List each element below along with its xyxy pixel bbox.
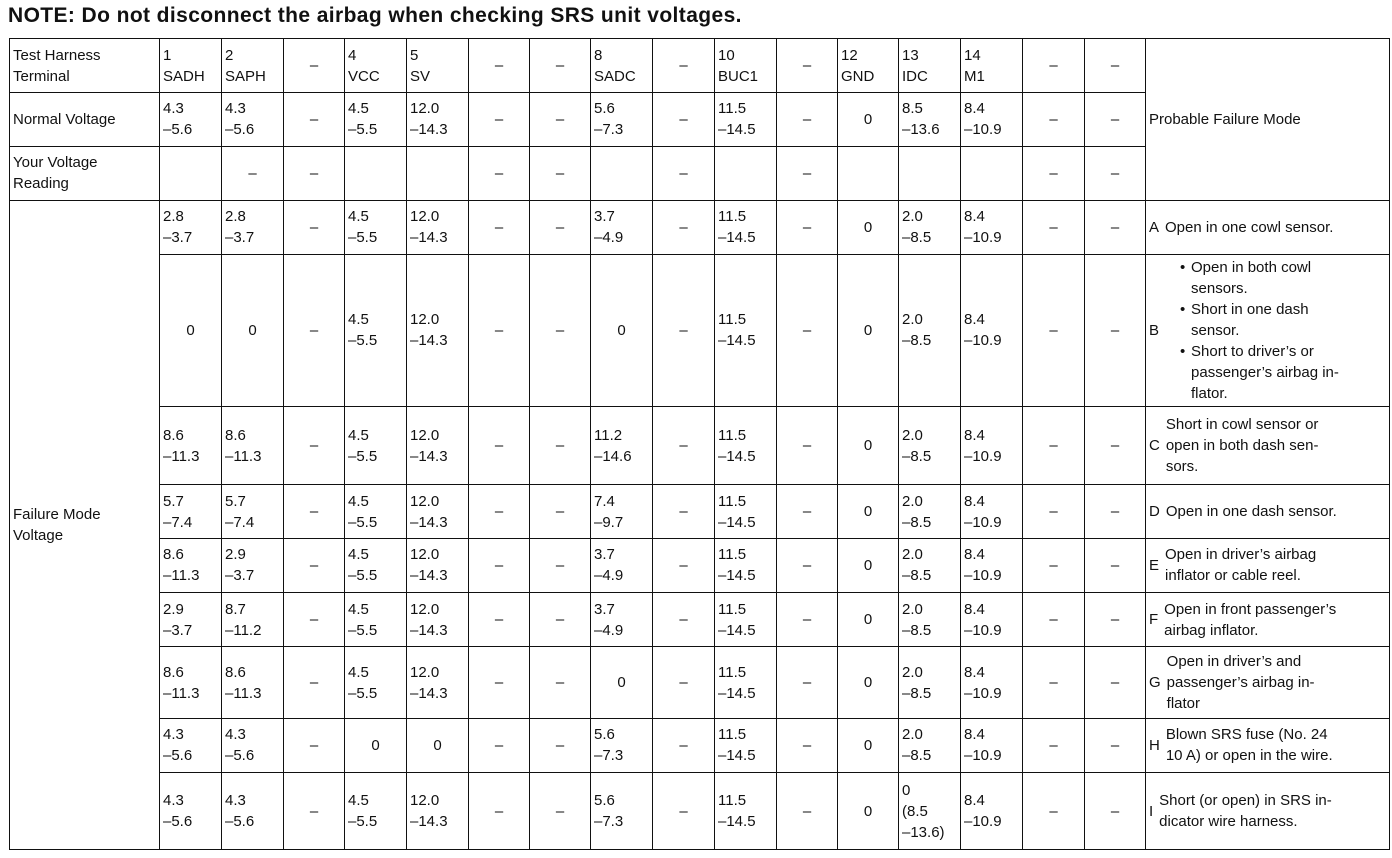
failure-f-cell-8: 3.7 –4.9: [591, 592, 653, 646]
failure-mode-letter: I: [1149, 802, 1154, 820]
your-voltage-cell-4: [345, 146, 407, 200]
failure-c-cell-9: –: [653, 406, 715, 485]
failure-f-cell-13: 2.0 –8.5: [899, 592, 961, 646]
failure-i-cell-6: –: [469, 773, 530, 850]
failure-h-cell-5: 0: [407, 718, 469, 772]
failure-a-cell-16: –: [1085, 200, 1146, 254]
failure-g-cell-4: 4.5 –5.5: [345, 647, 407, 719]
failure-c-cell-15: –: [1023, 406, 1085, 485]
terminal-cell-15: –: [1023, 39, 1085, 93]
failure-c-cell-3: –: [284, 406, 345, 485]
failure-e-cell-9: –: [653, 538, 715, 592]
failure-e-cell-11: –: [777, 538, 838, 592]
terminal-cell-4: 4 VCC: [345, 39, 407, 93]
failure-e-cell-16: –: [1085, 538, 1146, 592]
failure-g-cell-7: –: [530, 647, 591, 719]
failure-f-cell-2: 8.7 –11.2: [222, 592, 284, 646]
failure-e-cell-15: –: [1023, 538, 1085, 592]
failure-mode-c: [1146, 406, 1390, 485]
normal-voltage-cell-14: 8.4 –10.9: [961, 93, 1023, 146]
failure-c-cell-12: 0: [838, 406, 899, 485]
failure-mode-letter: F: [1149, 611, 1159, 629]
failure-d-cell-7: –: [530, 485, 591, 538]
failure-mode-h: [1146, 718, 1390, 772]
failure-c-cell-13: 2.0 –8.5: [899, 406, 961, 485]
failure-row-i: [10, 773, 1390, 850]
failure-f-cell-10: 11.5 –14.5: [715, 592, 777, 646]
failure-a-cell-1: 2.8 –3.7: [160, 200, 222, 254]
terminal-cell-2: 2 SAPH: [222, 39, 284, 93]
failure-a-cell-12: 0: [838, 200, 899, 254]
failure-a-cell-14: 8.4 –10.9: [961, 200, 1023, 254]
failure-c-cell-14: 8.4 –10.9: [961, 406, 1023, 485]
failure-row-b: [10, 255, 1390, 407]
your-voltage-cell-11: –: [777, 146, 838, 200]
failure-f-cell-6: –: [469, 592, 530, 646]
failure-g-cell-2: 8.6 –11.3: [222, 647, 284, 719]
failure-g-cell-10: 11.5 –14.5: [715, 647, 777, 719]
failure-g-cell-6: –: [469, 647, 530, 719]
failure-row-c: [10, 406, 1390, 485]
failure-d-cell-13: 2.0 –8.5: [899, 485, 961, 538]
normal-voltage-cell-2: 4.3 –5.6: [222, 93, 284, 146]
failure-mode-text: Short in cowl sensor or open in both dash sen- sors.: [1165, 416, 1319, 475]
failure-mode-e: [1146, 538, 1390, 592]
failure-i-cell-8: 5.6 –7.3: [591, 773, 653, 850]
failure-i-cell-2: 4.3 –5.6: [222, 773, 284, 850]
failure-h-cell-15: –: [1023, 718, 1085, 772]
failure-c-cell-8: 11.2 –14.6: [591, 406, 653, 485]
failure-e-cell-1: 8.6 –11.3: [160, 538, 222, 592]
failure-i-cell-9: –: [653, 773, 715, 850]
failure-c-cell-11: –: [777, 406, 838, 485]
terminal-cell-13: 13 IDC: [899, 39, 961, 93]
terminal-cell-14: 14 M1: [961, 39, 1023, 93]
failure-d-cell-6: –: [469, 485, 530, 538]
failure-e-cell-13: 2.0 –8.5: [899, 538, 961, 592]
your-voltage-reading-label: Your Voltage Reading: [10, 146, 160, 200]
failure-d-cell-10: 11.5 –14.5: [715, 485, 777, 538]
failure-row-g: [10, 647, 1390, 719]
failure-mode-letter: B: [1149, 321, 1160, 339]
failure-d-cell-11: –: [777, 485, 838, 538]
normal-voltage-cell-12: 0: [838, 93, 899, 146]
failure-i-cell-10: 11.5 –14.5: [715, 773, 777, 850]
failure-mode-g: [1146, 647, 1390, 719]
your-voltage-cell-1: [160, 146, 222, 200]
normal-voltage-cell-8: 5.6 –7.3: [591, 93, 653, 146]
failure-mode-letter: C: [1149, 437, 1160, 454]
failure-a-cell-6: –: [469, 200, 530, 254]
failure-mode-text: Open in driver’s airbag inflator or cable reel.: [1165, 546, 1317, 585]
failure-e-cell-3: –: [284, 538, 345, 592]
failure-mode-voltage-label: Failure Mode Voltage: [10, 200, 160, 849]
failure-e-cell-10: 11.5 –14.5: [715, 538, 777, 592]
failure-f-cell-3: –: [284, 592, 345, 646]
failure-mode-text: Blown SRS fuse (No. 24 10 A) or open in the wire.: [1165, 726, 1333, 765]
failure-g-cell-8: 0: [591, 647, 653, 719]
failure-d-cell-3: –: [284, 485, 345, 538]
normal-voltage-cell-4: 4.5 –5.5: [345, 93, 407, 146]
failure-d-cell-9: –: [653, 485, 715, 538]
terminal-cell-7: –: [530, 39, 591, 93]
failure-mode-b: [1146, 255, 1390, 407]
failure-d-cell-15: –: [1023, 485, 1085, 538]
your-voltage-cell-10: [715, 146, 777, 200]
failure-mode-i: [1146, 773, 1390, 850]
failure-i-cell-14: 8.4 –10.9: [961, 773, 1023, 850]
terminal-cell-3: –: [284, 39, 345, 93]
failure-mode-text: Open in one dash sensor.: [1165, 503, 1337, 521]
failure-i-cell-11: –: [777, 773, 838, 850]
normal-voltage-cell-13: 8.5 –13.6: [899, 93, 961, 146]
failure-d-cell-5: 12.0 –14.3: [407, 485, 469, 538]
failure-c-cell-7: –: [530, 406, 591, 485]
failure-e-cell-7: –: [530, 538, 591, 592]
your-voltage-cell-2: –: [222, 146, 284, 200]
failure-h-cell-7: –: [530, 718, 591, 772]
your-voltage-cell-13: [899, 146, 961, 200]
failure-i-cell-15: –: [1023, 773, 1085, 850]
failure-f-cell-11: –: [777, 592, 838, 646]
test-harness-terminal-label: Test Harness Terminal: [10, 39, 160, 93]
failure-a-cell-10: 11.5 –14.5: [715, 200, 777, 254]
failure-i-cell-13: 0 (8.5 –13.6): [899, 773, 961, 850]
normal-voltage-cell-10: 11.5 –14.5: [715, 93, 777, 146]
failure-row-d: [10, 485, 1390, 538]
failure-g-cell-11: –: [777, 647, 838, 719]
failure-g-cell-3: –: [284, 647, 345, 719]
failure-d-cell-2: 5.7 –7.4: [222, 485, 284, 538]
failure-g-cell-13: 2.0 –8.5: [899, 647, 961, 719]
failure-f-cell-4: 4.5 –5.5: [345, 592, 407, 646]
your-voltage-cell-3: –: [284, 146, 345, 200]
failure-i-cell-1: 4.3 –5.6: [160, 773, 222, 850]
failure-b-cell-12: 0: [838, 255, 899, 407]
terminal-cell-1: 1 SADH: [160, 39, 222, 93]
failure-c-cell-6: –: [469, 406, 530, 485]
failure-h-cell-14: 8.4 –10.9: [961, 718, 1023, 772]
failure-b-cell-4: 4.5 –5.5: [345, 255, 407, 407]
failure-h-cell-3: –: [284, 718, 345, 772]
failure-b-cell-1: 0: [160, 255, 222, 407]
failure-mode-d: [1146, 485, 1390, 538]
failure-f-cell-7: –: [530, 592, 591, 646]
failure-h-cell-1: 4.3 –5.6: [160, 718, 222, 772]
failure-c-cell-16: –: [1085, 406, 1146, 485]
failure-a-cell-7: –: [530, 200, 591, 254]
your-voltage-cell-9: –: [653, 146, 715, 200]
failure-h-cell-9: –: [653, 718, 715, 772]
failure-h-cell-12: 0: [838, 718, 899, 772]
terminal-cell-16: –: [1085, 39, 1146, 93]
failure-f-cell-15: –: [1023, 592, 1085, 646]
failure-b-cell-6: –: [469, 255, 530, 407]
failure-h-cell-10: 11.5 –14.5: [715, 718, 777, 772]
normal-voltage-cell-3: –: [284, 93, 345, 146]
failure-mode-letter: H: [1149, 736, 1160, 754]
failure-c-cell-1: 8.6 –11.3: [160, 406, 222, 485]
failure-mode-letter: D: [1149, 503, 1160, 521]
failure-b-cell-11: –: [777, 255, 838, 407]
failure-h-cell-11: –: [777, 718, 838, 772]
failure-f-cell-9: –: [653, 592, 715, 646]
failure-i-cell-3: –: [284, 773, 345, 850]
your-voltage-cell-12: [838, 146, 899, 200]
failure-e-cell-5: 12.0 –14.3: [407, 538, 469, 592]
failure-a-cell-15: –: [1023, 200, 1085, 254]
failure-c-cell-5: 12.0 –14.3: [407, 406, 469, 485]
failure-i-cell-16: –: [1085, 773, 1146, 850]
failure-g-cell-15: –: [1023, 647, 1085, 719]
failure-row-h: [10, 718, 1390, 772]
terminal-cell-6: –: [469, 39, 530, 93]
normal-voltage-cell-15: –: [1023, 93, 1085, 146]
normal-voltage-cell-7: –: [530, 93, 591, 146]
failure-e-cell-6: –: [469, 538, 530, 592]
terminal-cell-5: 5 SV: [407, 39, 469, 93]
failure-i-cell-7: –: [530, 773, 591, 850]
failure-d-cell-4: 4.5 –5.5: [345, 485, 407, 538]
normal-voltage-cell-9: –: [653, 93, 715, 146]
normal-voltage-cell-5: 12.0 –14.3: [407, 93, 469, 146]
your-voltage-cell-6: –: [469, 146, 530, 200]
failure-b-cell-5: 12.0 –14.3: [407, 255, 469, 407]
terminal-row: [10, 39, 1390, 93]
your-voltage-cell-14: [961, 146, 1023, 200]
failure-f-cell-5: 12.0 –14.3: [407, 592, 469, 646]
failure-mode-bullet: • Short in one dash sensor.: [1191, 299, 1386, 341]
failure-b-cell-13: 2.0 –8.5: [899, 255, 961, 407]
failure-d-cell-12: 0: [838, 485, 899, 538]
failure-mode-text: Open in front passenger’s airbag inflator.: [1164, 600, 1337, 639]
failure-c-cell-4: 4.5 –5.5: [345, 406, 407, 485]
failure-h-cell-4: 0: [345, 718, 407, 772]
failure-c-cell-2: 8.6 –11.3: [222, 406, 284, 485]
your-voltage-cell-15: –: [1023, 146, 1085, 200]
failure-e-cell-2: 2.9 –3.7: [222, 538, 284, 592]
failure-mode-text: Open in driver’s and passenger’s airbag in- flator: [1166, 653, 1315, 713]
failure-b-cell-7: –: [530, 255, 591, 407]
your-voltage-cell-16: –: [1085, 146, 1146, 200]
failure-a-cell-2: 2.8 –3.7: [222, 200, 284, 254]
failure-f-cell-1: 2.9 –3.7: [160, 592, 222, 646]
failure-a-cell-9: –: [653, 200, 715, 254]
failure-mode-bullet-list: [1165, 257, 1386, 404]
failure-g-cell-16: –: [1085, 647, 1146, 719]
failure-h-cell-2: 4.3 –5.6: [222, 718, 284, 772]
failure-b-cell-2: 0: [222, 255, 284, 407]
failure-b-cell-10: 11.5 –14.5: [715, 255, 777, 407]
failure-mode-letter: G: [1149, 674, 1161, 692]
failure-a-cell-3: –: [284, 200, 345, 254]
failure-g-cell-12: 0: [838, 647, 899, 719]
failure-g-cell-1: 8.6 –11.3: [160, 647, 222, 719]
failure-mode-letter: A: [1149, 218, 1160, 236]
failure-g-cell-5: 12.0 –14.3: [407, 647, 469, 719]
failure-e-cell-14: 8.4 –10.9: [961, 538, 1023, 592]
failure-a-cell-5: 12.0 –14.3: [407, 200, 469, 254]
failure-f-cell-16: –: [1085, 592, 1146, 646]
failure-f-cell-14: 8.4 –10.9: [961, 592, 1023, 646]
terminal-cell-11: –: [777, 39, 838, 93]
failure-row-e: [10, 538, 1390, 592]
failure-mode-text: Open in one cowl sensor.: [1165, 218, 1334, 236]
failure-e-cell-4: 4.5 –5.5: [345, 538, 407, 592]
failure-row-a: [10, 200, 1390, 254]
note-heading: NOTE: Do not disconnect the airbag when checking SRS unit voltages.: [8, 4, 742, 27]
terminal-cell-12: 12 GND: [838, 39, 899, 93]
probable-failure-mode-header: Probable Failure Mode: [1146, 39, 1390, 201]
failure-a-cell-11: –: [777, 200, 838, 254]
failure-a-cell-13: 2.0 –8.5: [899, 200, 961, 254]
normal-voltage-cell-16: –: [1085, 93, 1146, 146]
failure-b-cell-8: 0: [591, 255, 653, 407]
failure-b-cell-9: –: [653, 255, 715, 407]
failure-g-cell-9: –: [653, 647, 715, 719]
failure-i-cell-12: 0: [838, 773, 899, 850]
failure-h-cell-8: 5.6 –7.3: [591, 718, 653, 772]
failure-mode-text: Short (or open) in SRS in- dicator wire harness.: [1159, 792, 1332, 831]
failure-mode-letter: E: [1149, 556, 1160, 574]
normal-voltage-cell-6: –: [469, 93, 530, 146]
failure-mode-bullet: • Short to driver’s or passenger’s airbag in- flator.: [1191, 341, 1386, 404]
your-voltage-cell-5: [407, 146, 469, 200]
normal-voltage-cell-1: 4.3 –5.6: [160, 93, 222, 146]
failure-f-cell-12: 0: [838, 592, 899, 646]
terminal-cell-10: 10 BUC1: [715, 39, 777, 93]
normal-voltage-cell-11: –: [777, 93, 838, 146]
failure-b-cell-14: 8.4 –10.9: [961, 255, 1023, 407]
failure-g-cell-14: 8.4 –10.9: [961, 647, 1023, 719]
your-voltage-cell-7: –: [530, 146, 591, 200]
failure-i-cell-5: 12.0 –14.3: [407, 773, 469, 850]
failure-e-cell-12: 0: [838, 538, 899, 592]
your-voltage-cell-8: [591, 146, 653, 200]
failure-b-cell-16: –: [1085, 255, 1146, 407]
terminal-cell-9: –: [653, 39, 715, 93]
failure-d-cell-16: –: [1085, 485, 1146, 538]
failure-d-cell-1: 5.7 –7.4: [160, 485, 222, 538]
failure-e-cell-8: 3.7 –4.9: [591, 538, 653, 592]
failure-h-cell-13: 2.0 –8.5: [899, 718, 961, 772]
srs-voltage-table: [9, 38, 1390, 850]
failure-mode-f: [1146, 592, 1390, 646]
normal-voltage-label: Normal Voltage: [10, 93, 160, 146]
failure-a-cell-4: 4.5 –5.5: [345, 200, 407, 254]
terminal-cell-8: 8 SADC: [591, 39, 653, 93]
failure-c-cell-10: 11.5 –14.5: [715, 406, 777, 485]
failure-row-f: [10, 592, 1390, 646]
failure-b-cell-15: –: [1023, 255, 1085, 407]
failure-h-cell-16: –: [1085, 718, 1146, 772]
failure-mode-bullet: • Open in both cowl sensors.: [1191, 257, 1386, 299]
failure-h-cell-6: –: [469, 718, 530, 772]
failure-i-cell-4: 4.5 –5.5: [345, 773, 407, 850]
failure-d-cell-8: 7.4 –9.7: [591, 485, 653, 538]
failure-d-cell-14: 8.4 –10.9: [961, 485, 1023, 538]
failure-mode-a: [1146, 200, 1390, 254]
failure-b-cell-3: –: [284, 255, 345, 407]
failure-a-cell-8: 3.7 –4.9: [591, 200, 653, 254]
